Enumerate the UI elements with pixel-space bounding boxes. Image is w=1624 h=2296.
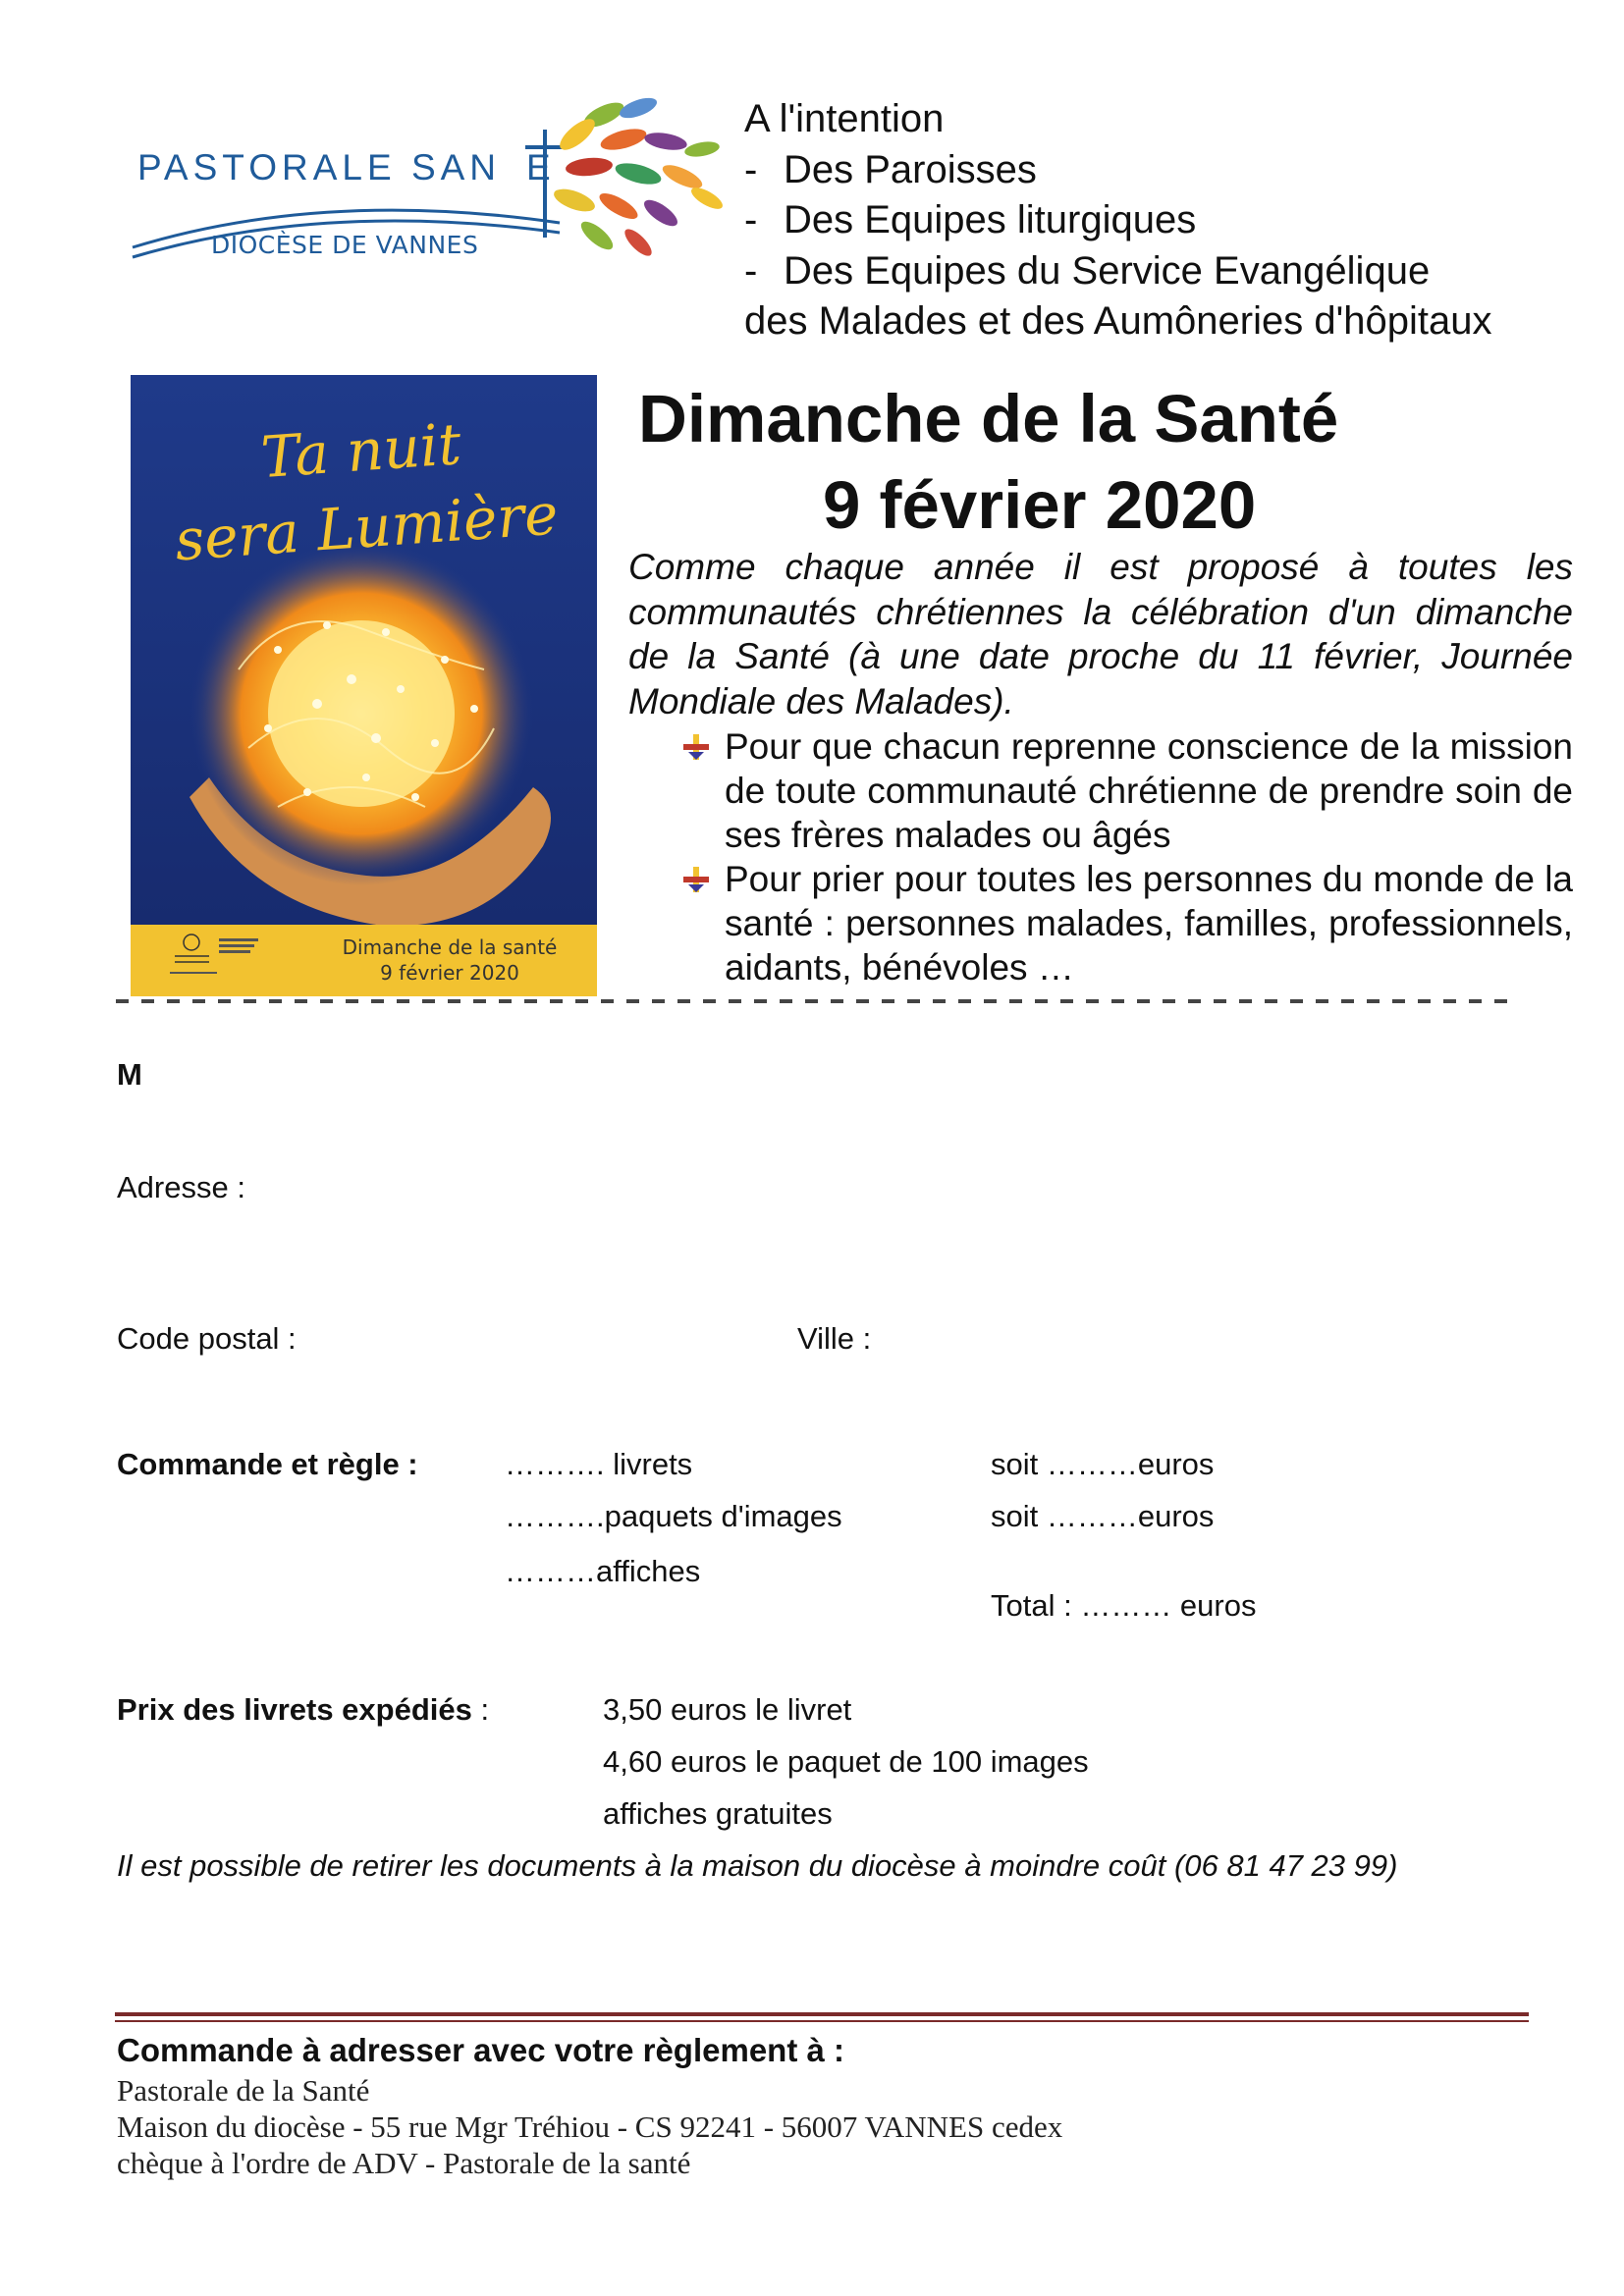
intro-paragraph: Comme chaque année il est proposé à toutes les communautés chrétiennes la célébration d'un dimanche de la Santé (à une date proche du 11 février, Journée Mondiale des Malades). — [628, 547, 1573, 721]
price-posters: affiches gratuites — [603, 1796, 833, 1831]
page-subtitle-date: 9 février 2020 — [823, 467, 1257, 543]
bullet-text: Pour prier pour toutes les personnes du monde de la santé : personnes malades, familles, professionnels, aidants, bénévoles … — [725, 859, 1573, 988]
recipient-label: M — [117, 1057, 142, 1092]
pastorale-sante-logo — [128, 90, 736, 287]
logo-wordmark: PASTORALE SAN E — [137, 147, 556, 187]
poster-image — [131, 375, 597, 996]
order-total-images: soit ………euros — [991, 1499, 1215, 1533]
order-grand-total: Total : ……… euros — [991, 1588, 1257, 1623]
postal-code-label: Code postal : — [117, 1321, 297, 1356]
bullet-arrow-icon — [679, 865, 713, 894]
footer-title: Commande à adresser avec votre règlement à : — [117, 2032, 845, 2068]
order-label: Commande et règle : — [117, 1447, 418, 1481]
poster-caption-line1: Dimanche de la santé — [342, 935, 558, 959]
order-item-booklets: ………. livrets — [505, 1447, 693, 1481]
order-item-images: ……….paquets d'images — [505, 1499, 842, 1533]
poster-title-line2: sera Lumière — [173, 480, 561, 574]
pickup-note: Il est possible de retirer les documents à la maison du diocèse à moindre coût (06 81 47 23 99) — [117, 1848, 1398, 1883]
address-label: Adresse : — [117, 1170, 245, 1204]
price-images: 4,60 euros le paquet de 100 images — [603, 1744, 1089, 1779]
poster-caption-line2: 9 février 2020 — [380, 961, 519, 985]
footer-rule — [115, 2012, 1529, 2016]
footer-address-line: chèque à l'ordre de ADV - Pastorale de la santé — [117, 2146, 691, 2180]
price-booklet: 3,50 euros le livret — [603, 1692, 852, 1727]
bullet-arrow-icon — [679, 732, 713, 762]
order-total-booklets: soit ………euros — [991, 1447, 1215, 1481]
prices-label: Prix des livrets expédiés : — [117, 1692, 490, 1727]
intention-item: - Des Paroisses — [744, 147, 1037, 191]
footer-address-line: Pastorale de la Santé — [117, 2073, 370, 2108]
intention-item: - Des Equipes liturgiques — [744, 198, 1197, 241]
poster-title-line1: Ta nuit — [258, 410, 463, 492]
order-item-posters: ………affiches — [505, 1554, 701, 1588]
intention-block — [744, 94, 1491, 347]
intention-continuation: des Malades et des Aumôneries d'hôpitaux — [744, 299, 1492, 343]
bullet-item — [679, 857, 1573, 989]
city-label: Ville : — [797, 1321, 872, 1356]
page-title: Dimanche de la Santé — [638, 381, 1339, 456]
intention-heading: A l'intention — [744, 97, 945, 140]
bullet-item — [679, 724, 1573, 857]
footer-address-line: Maison du diocèse - 55 rue Mgr Tréhiou - CS 92241 - 56007 VANNES cedex — [117, 2109, 1063, 2144]
bullet-text: Pour que chacun reprenne conscience de la mission de toute communauté chrétienne de prendre soin de ses frères malades ou âgés — [725, 726, 1573, 855]
cut-line-separator — [116, 999, 1510, 1003]
intention-item: - Des Equipes du Service Evangélique — [744, 248, 1431, 293]
footer-rule-thin — [115, 2020, 1529, 2022]
logo-subline: DIOCÈSE DE VANNES — [211, 231, 479, 259]
